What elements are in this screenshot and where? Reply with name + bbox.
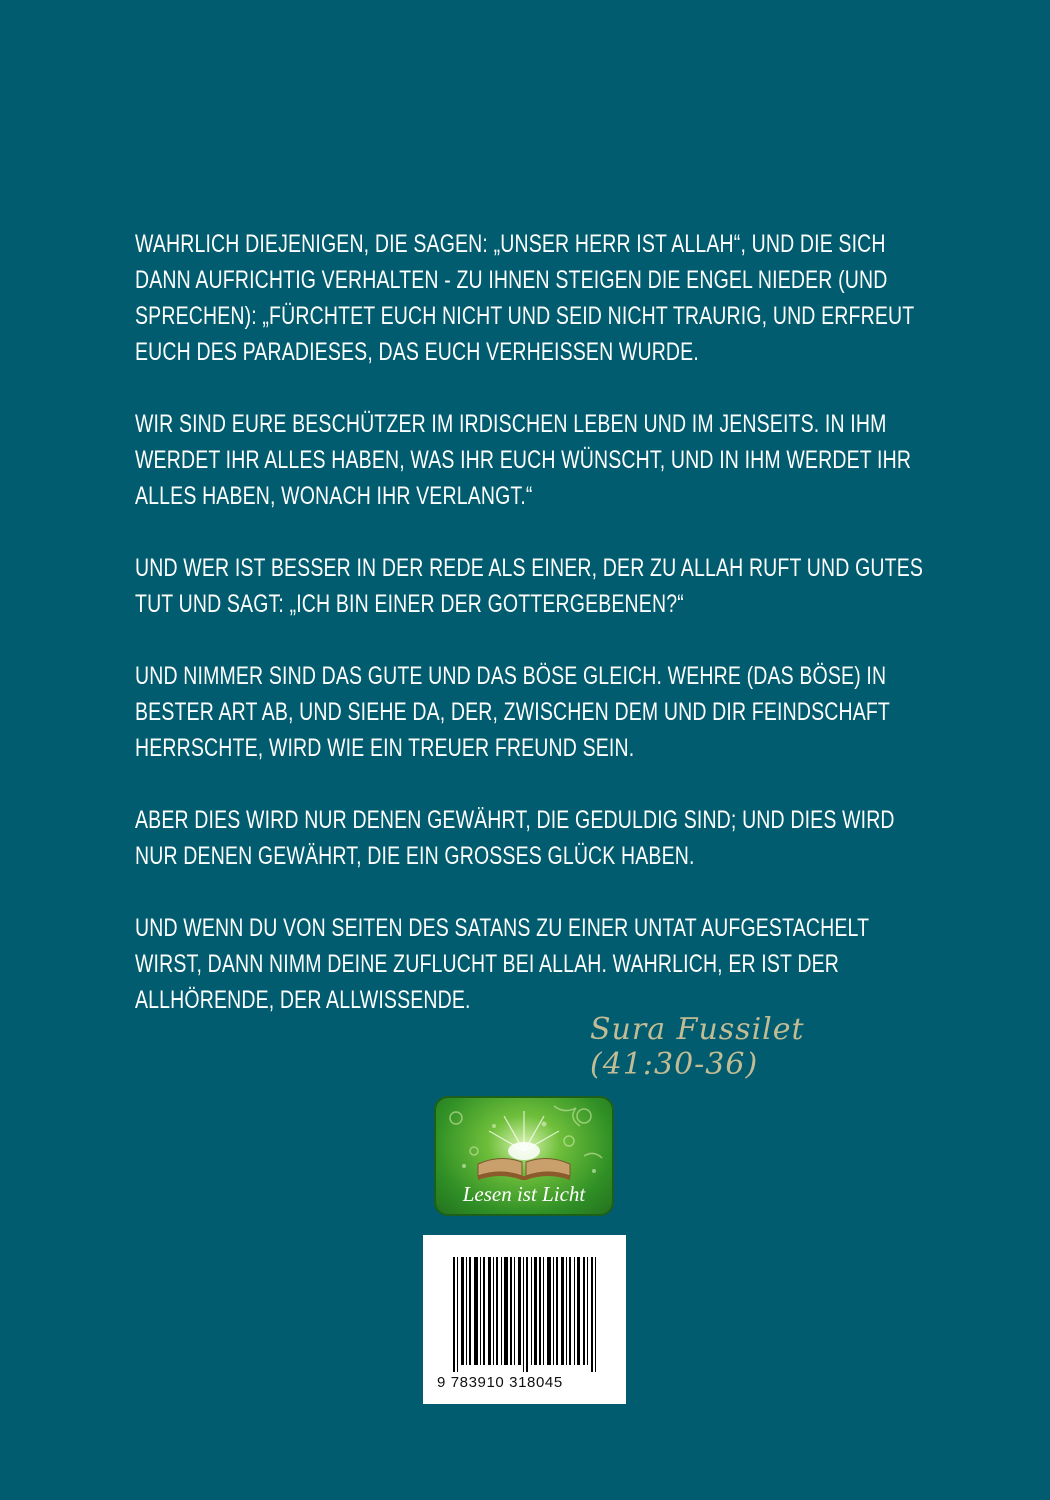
quote-paragraph-3: UND WER IST BESSER IN DER REDE ALS EINER, DER ZU ALLAH RUFT UND GUTES TUT UND SAGT: „ICH BIN EINER DER GOTTERGEBENEN?“ <box>135 554 924 618</box>
sura-reference: Sura Fussilet (41:30-36) <box>590 1012 805 1082</box>
isbn-barcode <box>423 1235 626 1404</box>
publisher-logo <box>434 1096 614 1216</box>
quote-paragraph-2: WIR SIND EURE BESCHÜTZER IM IRDISCHEN LEBEN UND IM JENSEITS. IN IHM WERDET IHR ALLES HABEN, WAS IHR EUCH WÜNSCHT, UND IN IHM WERDET IHR ALLES HABEN, WONACH IHR VERLANGT.“ <box>135 410 912 510</box>
quote-paragraph-6: UND WENN DU VON SEITEN DES SATANS ZU EINER UNTAT AUFGESTACHELT WIRST, DANN NIMM DEINE ZUFLUCHT BEI ALLAH. WAHRLICH, ER IST DER ALLHÖRENDE, DER ALLWISSENDE. <box>135 914 869 1014</box>
isbn-number: 9 783910 318045 <box>437 1374 563 1391</box>
barcode-bars <box>453 1257 598 1372</box>
logo-text: Lesen ist Licht <box>462 1182 586 1206</box>
quote-paragraph-5: ABER DIES WIRD NUR DENEN GEWÄHRT, DIE GEDULDIG SIND; UND DIES WIRD NUR DENEN GEWÄHRT, DIE EIN GROSSES GLÜCK HABEN. <box>135 806 895 870</box>
quote-paragraph-1: WAHRLICH DIEJENIGEN, DIE SAGEN: „UNSER HERR IST ALLAH“, UND DIE SICH DANN AUFRICHTIG VERHALTEN - ZU IHNEN STEIGEN DIE ENGEL NIEDER (UND SPRECHEN): „FÜRCHTET EUCH NICHT UND SEID NICHT TRAURIG, UND ERFREUT EUCH DES PARADIESES, DAS EUCH VERHEISSEN WURDE. <box>135 230 914 366</box>
quote-text-block <box>135 226 925 1054</box>
quote-paragraph-4: UND NIMMER SIND DAS GUTE UND DAS BÖSE GLEICH. WEHRE (DAS BÖSE) IN BESTER ART AB, UND SIEHE DA, DER, ZWISCHEN DEM UND DIR FEINDSCHAFT HERRSCHTE, WIRD WIE EIN TREUER FREUND SEIN. <box>135 662 890 762</box>
